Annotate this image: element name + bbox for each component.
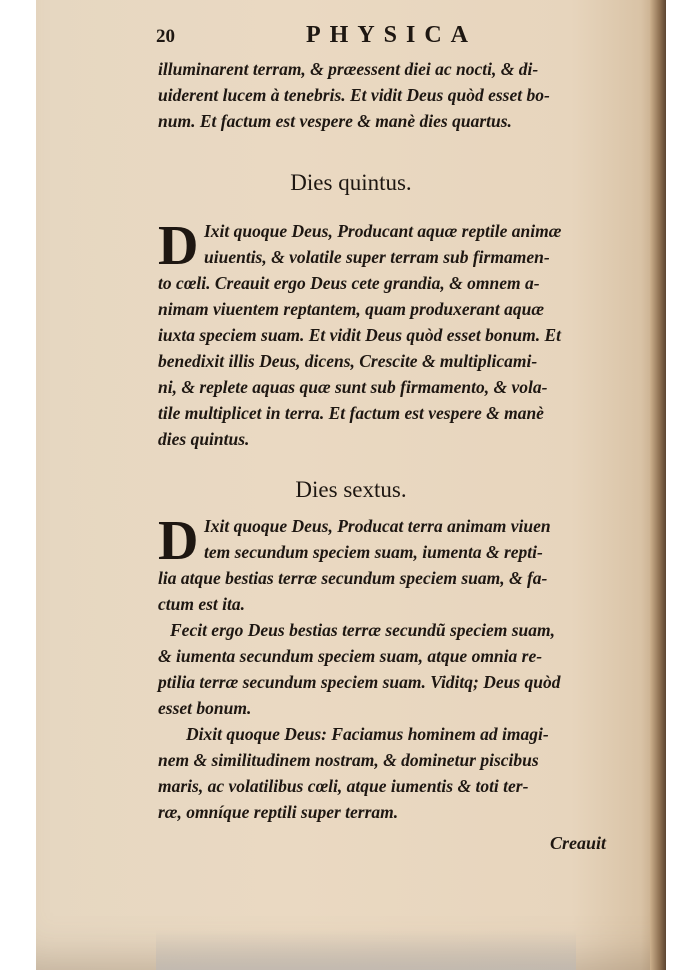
text-line: tem secundum speciem suam, iumenta & repti-: [204, 542, 543, 562]
section-heading-dies-sextus: Dies sextus.: [295, 477, 407, 502]
intro-paragraph: [158, 56, 550, 134]
section-heading-dies-quintus: Dies quintus.: [290, 170, 412, 195]
text-line: & iumenta secundum speciem suam, atque omnia re-: [158, 646, 543, 666]
page-header: [156, 22, 596, 52]
text-line: to cœli. Creauit ergo Deus cete grandia, & omnem a-: [158, 273, 540, 293]
text-line: uiuentis, & volatile super terram sub firmamen-: [204, 247, 550, 267]
text-line: nem & similitudinem nostram, & dominetur piscibus: [158, 750, 539, 770]
dies-sextus-paragraph: [158, 510, 561, 825]
text-line: iuxta speciem suam. Et vidit Deus quòd esset bonum. Et: [158, 325, 562, 345]
text-line: benedixit illis Deus, dicens, Crescite & multiplicami-: [158, 351, 538, 371]
text-line: illuminarent terram, & præessent diei ac nocti, & di-: [158, 59, 539, 79]
dies-quintus-paragraph: [158, 215, 562, 452]
catchword: Creauit: [550, 833, 607, 853]
text-line: ni, & replete aquas quæ sunt sub firmamento, & vola-: [158, 377, 548, 397]
drop-cap: D: [158, 215, 199, 277]
text-line: maris, ac volatilibus cœli, atque iumentis & toti ter-: [158, 776, 529, 796]
page-shadow: [156, 930, 576, 970]
text-line: ptilia terræ secundum speciem suam. Viditq; Deus quòd: [158, 672, 561, 692]
text-line: tile multiplicet in terra. Et factum est vespere & manè: [158, 403, 544, 423]
text-line: Ixit quoque Deus, Producant aquæ reptile animæ: [204, 221, 562, 241]
text-line: num. Et factum est vespere & manè dies quartus.: [158, 111, 512, 131]
text-line: uiderent lucem à tenebris. Et vidit Deus quòd esset bo-: [158, 85, 550, 105]
book-page: [36, 0, 666, 970]
text-line: dies quintus.: [158, 429, 250, 449]
text-line: Ixit quoque Deus, Producat terra animam viuen: [204, 516, 551, 536]
text-line: lia atque bestias terræ secundum speciem suam, & fa-: [158, 568, 548, 588]
text-line: ræ, omníque reptili super terram.: [158, 802, 399, 822]
drop-cap: D: [158, 510, 199, 572]
text-line: ctum est ita.: [158, 594, 246, 614]
text-line: Fecit ergo Deus bestias terræ secundũ speciem suam,: [170, 620, 555, 640]
running-title: PHYSICA: [306, 22, 478, 48]
text-line: Dixit quoque Deus: Faciamus hominem ad imagi-: [186, 724, 549, 744]
text-line: esset bonum.: [158, 698, 252, 718]
page-number: 20: [156, 26, 175, 47]
text-line: nimam viuentem reptantem, quam produxerant aquæ: [158, 299, 545, 319]
